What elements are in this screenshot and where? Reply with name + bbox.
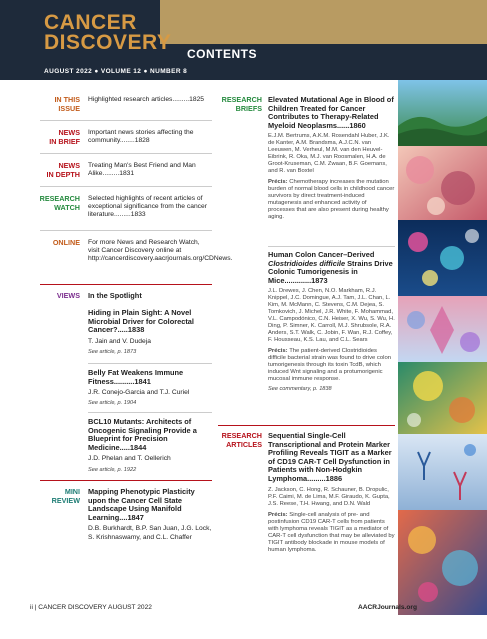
- views-item-2[interactable]: Belly Fat Weakens Immune Fitness..........1841 J.R. Conejo-Garcia and T.J. Curiel See article, p. 1904: [88, 368, 190, 407]
- views-item-1[interactable]: Hiding in Plain Sight: A Novel Microbial Driver for Colorectal Cancer?.....1838 T. Jain and V. Dudeja See article, p. 1873: [88, 308, 194, 355]
- cover-images: [398, 80, 487, 615]
- footer-website[interactable]: AACRJournals.org: [358, 604, 417, 611]
- divider: [40, 186, 212, 187]
- contents-label: CONTENTS: [187, 47, 257, 61]
- divider: [40, 230, 212, 231]
- entry-research-watch[interactable]: Selected highlights of recent articles of exceptional significance from the cancer literature.........1833: [88, 195, 207, 219]
- section-research-watch: RESEARCH WATCH: [39, 194, 80, 212]
- masthead-line2: DISCOVERY: [44, 31, 172, 54]
- divider: [268, 246, 395, 247]
- brief-article-2[interactable]: Human Colon Cancer–Derived Clostridioides difficile Strains Drive Colonic Tumorigenesis in Mice.............1873 J.L. Drewes, J. Chen, N.O. Markham, R.J. Knippel, J.C. Domingue, A.J. Tam, J.L. Chan, L. Kim, M. McMann, C. Stevens, C.M. Dejea, S. Tomkovich, J. Michel, J.R. White, F. Mohammad, V.L. Campodónico, C.N. Heiser, X. Wu, S. Wu, H. Ding, P. Simner, K. Carroll, M.J. Shrubsole, R.A. Anders, S.T. Walk, C. Jobin, F. Wan, R.J. Coffey, F. Housseau, K.S. Lau, and C.L. Sears Précis: The patient-derived Clostridioides difficile bacterial strain was found to drive colon tumorigenesis through its toxin TcdB, which induced Wnt signaling and a protumorigenic mucosal immune response. See commentary, p. 1838: [268, 250, 395, 393]
- entry-news-in-brief[interactable]: Important news stories affecting the community........1828: [88, 129, 194, 145]
- section-news-in-brief: NEWS IN BRIEF: [49, 128, 80, 146]
- masthead-line1: CANCER: [44, 11, 137, 34]
- section-news-in-depth: NEWS IN DEPTH: [46, 161, 80, 179]
- section-in-this-issue: IN THIS ISSUE: [54, 95, 80, 113]
- cover-image-strip: [398, 80, 487, 615]
- section-views: VIEWS: [56, 291, 80, 300]
- footer-left: ii | CANCER DISCOVERY AUGUST 2022: [30, 604, 152, 611]
- section-online: ONLINE: [52, 238, 80, 247]
- views-heading: In the Spotlight: [88, 291, 142, 300]
- section-research-briefs: RESEARCH BRIEFS: [221, 95, 262, 113]
- section-research-articles: RESEARCH ARTICLES: [221, 431, 262, 449]
- divider-red: [40, 284, 212, 285]
- journal-masthead: [44, 13, 171, 53]
- issue-line: AUGUST 2022 ● VOLUME 12 ● NUMBER 8: [44, 68, 188, 75]
- section-mini-review: MINI REVIEW: [51, 487, 80, 505]
- entry-online[interactable]: For more News and Research Watch, visit Cancer Discovery online at http://cancerdiscovery.aacrjournals.org/CDNews.: [88, 239, 233, 263]
- brief-article-1[interactable]: Elevated Mutational Age in Blood of Children Treated for Cancer Contributes to Therapy-Related Myeloid Neoplasms......1860 E.J.M. Bertrums, A.K.M. Rosendahl Huber, J.K. de Kanter, A.M. Brandsma, A.J.C.N. van Leeuwen, M. Verheul, M.M. van den Heuvel-Eibrink, R. Oka, M.J. van Roosmalen, H.A. de Groot-Kruseman, C.M. Zwaan, B.F. Goemans, and R. van Boxtel Précis: Chemotherapy increases the mutation burden of normal blood cells in childhood cancer survivors by direct treatment-induced mutagenesis and enhanced activity of processes that are also present during healthy aging.: [268, 95, 395, 221]
- divider: [40, 153, 212, 154]
- entry-news-in-depth[interactable]: Treating Man's Best Friend and Man Alike.........1831: [88, 162, 196, 178]
- divider: [88, 412, 212, 413]
- divider-red: [40, 480, 212, 481]
- entry-in-this-issue[interactable]: Highlighted research articles.........1825: [88, 96, 205, 103]
- views-item-3[interactable]: BCL10 Mutants: Architects of Oncogenic Signaling Provide a Blueprint for Precision Medicine.....1844 J.D. Phelan and T. Oellerich See article, p. 1922: [88, 417, 197, 473]
- divider-red: [218, 425, 395, 426]
- divider: [40, 120, 212, 121]
- divider: [88, 363, 212, 364]
- research-article-1[interactable]: Sequential Single-Cell Transcriptional and Protein Marker Profiling Reveals TIGIT as a Marker of CD19 CAR-T Cell Dysfunction in Patients with Non-Hodgkin Lymphoma.........1886 Z. Jackson, C. Hong, R. Schauner, B. Dropulic, P.F. Caimi, M. de Lima, M.F. Giraudo, K. Gupta, J.S. Reese, T.H. Hwang, and D.N. Wald Précis: Single-cell analysis of pre- and postinfusion CD19 CAR-T cells from patients with lymphoma reveals TIGIT as a mediator of CAR-T cell dysfunction that may be alleviated by TIGIT antibody blockade in mouse models of human lymphoma.: [268, 431, 395, 553]
- mini-review-item[interactable]: Mapping Phenotypic Plasticity upon the Cancer Cell State Landscape Using Manifold Learning....1847 D.B. Burkhardt, B.P. San Juan, J.G. Lock, S. Krishnaswamy, and C.L. Chaffer: [88, 487, 212, 541]
